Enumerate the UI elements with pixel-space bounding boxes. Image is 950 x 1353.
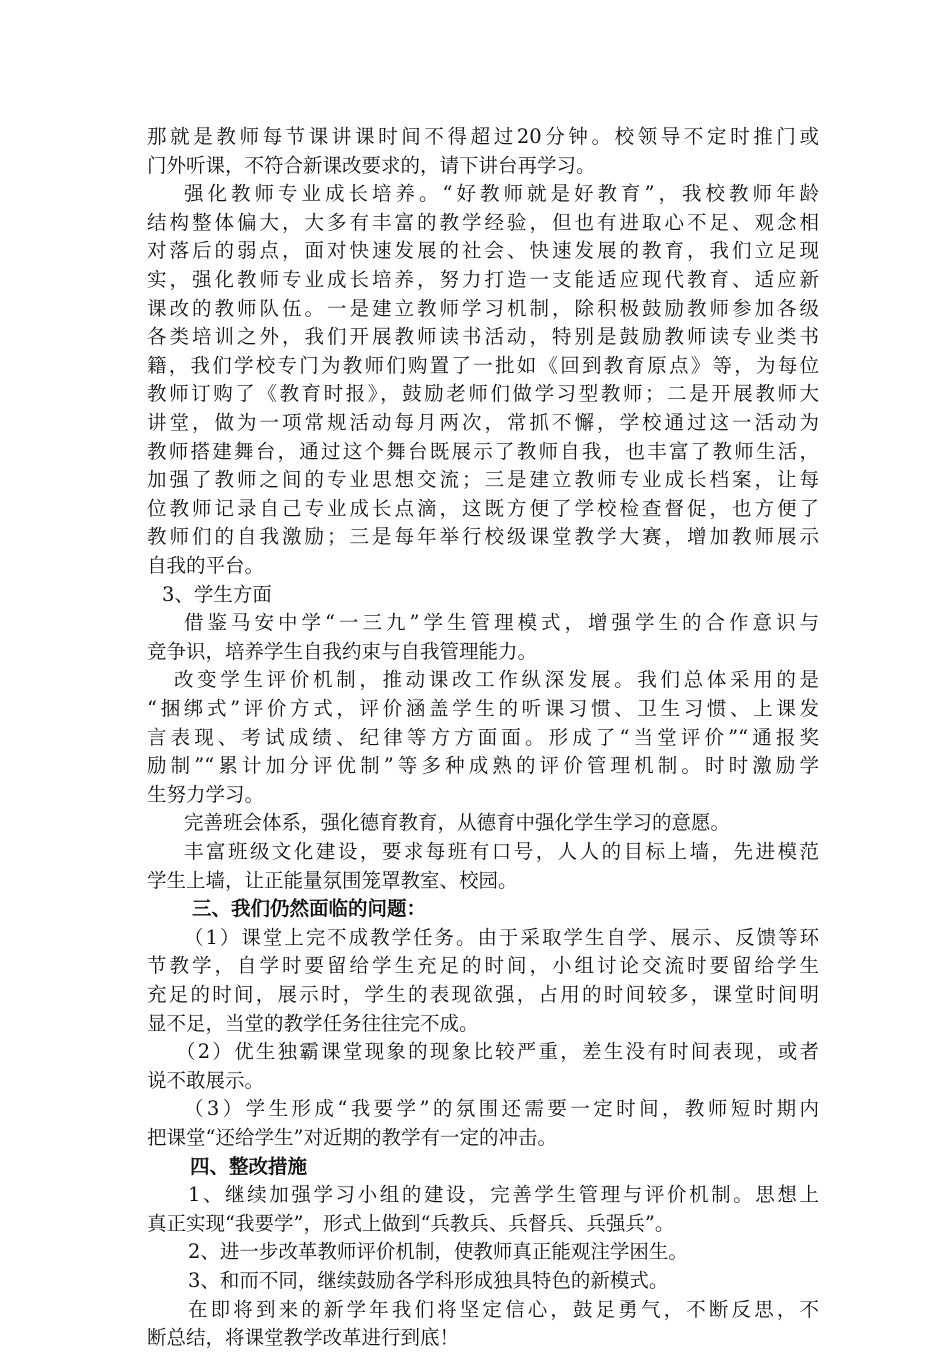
text-line: 加强了教师之间的专业思想交流；三是建立教师专业成长档案，让每 (147, 468, 819, 492)
text-line: 生努力学习。 (147, 782, 265, 806)
text-line: 竞争识，培养学生自我约束与自我管理能力。 (147, 639, 538, 663)
text-line: 实，强化教师专业成长培养，努力打造一支能适应现代教育、适应新 (147, 268, 819, 291)
text-line: 真正实现“我要学”，形式上做到“兵教兵、兵督兵、兵强兵”。 (147, 1211, 675, 1235)
text-line: 借鉴马安中学“一三九”学生管理模式，增强学生的合作意识与 (184, 611, 819, 635)
text-line: 自我的平台。 (147, 554, 265, 577)
text-line: 断总结，将课堂教学改革进行到底！ (147, 1326, 460, 1350)
text-line: 结构整体偏大，大多有丰富的教学经验，但也有进取心不足、观念相 (147, 210, 819, 234)
text-line: 1、继续加强学习小组的建设，完善学生管理与评价机制。思想上 (188, 1183, 819, 1207)
text-line: 励制”“累计加分评优制”等多种成熟的评价管理机制。时时激励学 (147, 754, 819, 778)
text-line: 3、和而不同，继续鼓励各学科形成独具特色的新模式。 (188, 1269, 669, 1292)
text-line: 教师订购了《教育时报》，鼓励老师们做学习型教师；二是开展教师大 (147, 382, 819, 406)
text-line: 籍，我们学校专门为教师们购置了一批如《回到教育原点》等，为每位 (147, 353, 819, 377)
text-line: 那就是教师每节课讲课时间不得超过20分钟。校领导不定时推门或 (147, 125, 819, 148)
text-line: 2、进一步改革教师评价机制，使教师真正能观注学困生。 (188, 1240, 688, 1264)
text-line: 改变学生评价机制，推动课改工作纵深发展。我们总体采用的是 (174, 668, 819, 692)
text-line: 节教学，自学时要留给学生充足的时间，小组讨论交流时要留给学生 (147, 954, 819, 978)
text-line: 门外听课，不符合新课改要求的，请下讲台再学习。 (147, 153, 596, 177)
text-line: 各类培训之外，我们开展教师读书活动，特别是鼓励教师读专业类书 (147, 325, 819, 349)
text-line: 显不足，当堂的教学任务往往完不成。 (147, 1011, 479, 1035)
text-line: 位教师记录自己专业成长点滴，这既方便了学校检查督促，也方便了 (147, 496, 819, 520)
text-line: 言表现、考试成绩、纪律等方方面面。形成了“当堂评价”“通报奖 (147, 725, 819, 749)
text-line: 在即将到来的新学年我们将坚定信心，鼓足勇气，不断反思，不 (188, 1297, 819, 1321)
text-line: 课改的教师队伍。一是建立教师学习机制，除积极鼓励教师参加各级 (147, 296, 819, 320)
text-line: 对落后的弱点，面对快速发展的社会、快速发展的教育，我们立足现 (147, 239, 819, 263)
text-line: 强化教师专业成长培养。“好教师就是好教育”，我校教师年龄 (184, 182, 819, 206)
text-line: （1）课堂上完不成教学任务。由于采取学生自学、展示、反馈等环 (184, 925, 819, 949)
text-line: 教师搭建舞台，通过这个舞台既展示了教师自我，也丰富了教师生活， (147, 439, 819, 463)
text-line: 说不敢展示。 (147, 1068, 265, 1092)
text-line: 把课堂“还给学生”对近期的教学有一定的冲击。 (147, 1126, 557, 1149)
section-heading: 四、整改措施 (190, 1154, 308, 1178)
text-line: （3）学生形成“我要学”的氛围还需要一定时间，教师短时期内 (184, 1097, 819, 1121)
text-line: （2）优生独霸课堂现象的现象比较严重，差生没有时间表现，或者 (176, 1040, 819, 1064)
text-line: 充足的时间，展示时，学生的表现欲强，占用的时间较多，课堂时间明 (147, 983, 819, 1006)
text-line: 教师们的自我激励；三是每年举行校级课堂教学大赛，增加教师展示 (147, 525, 819, 549)
text-line: 完善班会体系，强化德育教育，从德育中强化学生学习的意愿。 (184, 811, 731, 835)
text-line: “捆绑式”评价方式，评价涵盖学生的听课习惯、卫生习惯、上课发 (147, 697, 819, 720)
text-line: 学生上墙，让正能量氛围笼罩教室、校园。 (147, 868, 518, 892)
section-heading: 三、我们仍然面临的问题： (192, 897, 427, 921)
section-subheading: 3、学生方面 (162, 582, 272, 606)
text-line: 丰富班级文化建设，要求每班有口号，人人的目标上墙，先进模范 (184, 840, 819, 863)
text-line: 讲堂，做为一项常规活动每月两次，常抓不懈，学校通过这一活动为 (147, 411, 819, 434)
